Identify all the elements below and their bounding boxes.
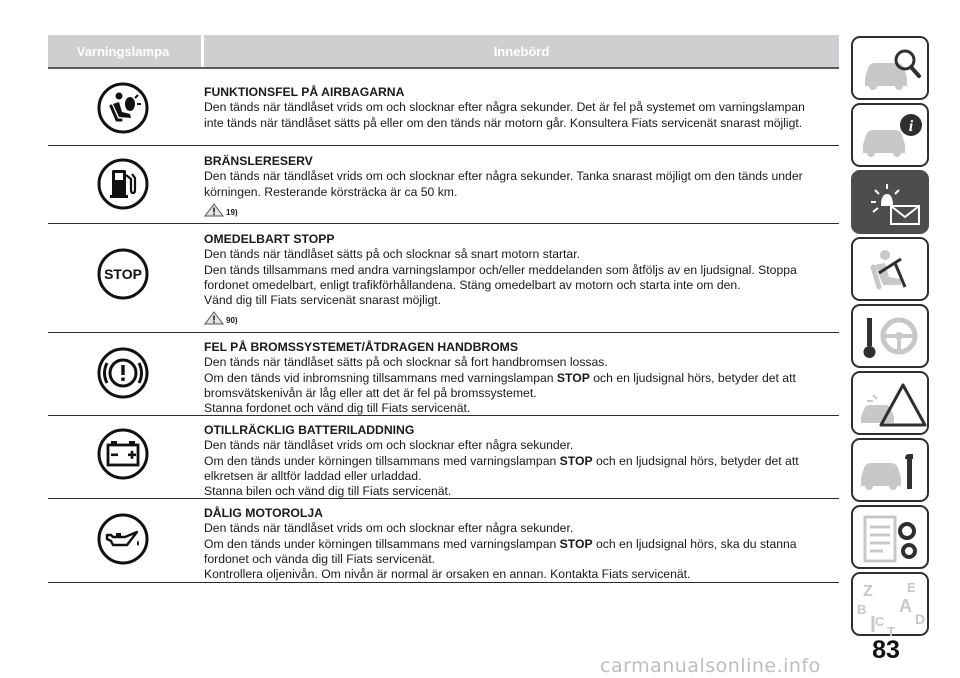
spec-gear-icon <box>853 507 931 571</box>
row-title: FEL PÅ BROMSSYSTEMET/ÅTDRAGEN HANDBROMS <box>204 340 518 354</box>
warning-triangle-icon <box>204 203 224 217</box>
tab-emergency[interactable] <box>851 371 929 435</box>
steering-key-icon <box>853 306 931 370</box>
stop-icon <box>48 248 198 300</box>
car-search-icon <box>853 38 931 102</box>
table-row <box>48 146 839 224</box>
seat-airbag-icon <box>853 239 931 303</box>
row-text: Om den tänds vid inbromsning tillsammans med varningslampan STOP och en ljudsignal hörs, betyder det att <box>204 370 796 385</box>
table-row <box>48 499 839 583</box>
page-number: 83 <box>872 636 900 664</box>
row-title: DÅLIG MOTOROLJA <box>204 506 323 520</box>
car-info-icon <box>853 105 931 169</box>
svg-text:T: T <box>887 624 895 638</box>
row-title: OTILLRÄCKLIG BATTERILADDNING <box>204 423 415 437</box>
row-title: FUNKTIONSFEL PÅ AIRBAGARNA <box>204 85 405 99</box>
tab-warning-lights[interactable] <box>851 170 929 234</box>
table-row <box>48 416 839 499</box>
table-row <box>48 68 839 146</box>
row-text: Den tänds när tändlåset sätts på och slocknar så snart motorn startar. <box>204 247 580 262</box>
stop-keyword: STOP <box>559 453 593 468</box>
table-row <box>48 333 839 416</box>
tab-car-search[interactable] <box>851 36 929 100</box>
stop-keyword: STOP <box>556 370 590 385</box>
alphabet-index-icon <box>853 574 931 638</box>
warning-light-message-icon <box>853 172 931 236</box>
row-text: Den tänds när tändlåset sätts på och slocknar så fort handbromsen lossas. <box>204 355 608 370</box>
row-text: körningen. Resterande körsträcka är ca 50 km. <box>204 184 458 199</box>
tab-safety[interactable] <box>851 237 929 301</box>
row-text: Stanna bilen och vänd dig till Fiats servicenät. <box>204 484 452 499</box>
row-text: Den tänds när tändlåset vrids om och slocknar efter några sekunder. <box>204 521 574 536</box>
row-text: fordonet och vända dig till Fiats servicenät. <box>204 551 436 566</box>
tab-index[interactable] <box>851 572 929 636</box>
row-text: Vänd dig till Fiats servicenät snarast möjligt. <box>204 293 442 308</box>
row-text: Den tänds när tändlåset vrids om och slocknar efter några sekunder. Tanka snarast möjligt om den tänds under <box>204 169 803 184</box>
table-row <box>48 224 839 333</box>
airbag-fault-icon <box>48 82 198 134</box>
tab-car-info[interactable] <box>851 103 929 167</box>
fuel-pump-icon <box>48 158 198 210</box>
warning-reference: 90) <box>226 316 238 326</box>
brake-warning-icon <box>48 347 198 399</box>
row-text: Den tänds tillsammans med andra varningslampor och/eller meddelanden som åtföljs av en ljudsignal. Stoppa <box>204 262 797 277</box>
svg-text:B: B <box>857 602 867 617</box>
svg-text:C: C <box>875 614 885 629</box>
svg-text:D: D <box>915 611 926 627</box>
stop-icon-label: STOP <box>104 266 142 282</box>
header-warning-light: Varningslampa <box>76 44 170 59</box>
row-text: bromsvätskenivån är låg eller att det är fel på bromssystemet. <box>204 385 537 400</box>
warning-reference: 19) <box>226 207 238 217</box>
tab-technical-data[interactable] <box>851 505 929 569</box>
tab-maintenance[interactable] <box>851 438 929 502</box>
row-text: Kontrollera oljenivån. Om nivån är normal är orsaken en annan. Kontakta Fiats servicenät. <box>204 567 691 582</box>
row-text: Den tänds när tändlåset vrids om och slocknar efter några sekunder. Det är fel på systemet om varningslampan <box>204 100 805 115</box>
car-wrench-icon <box>853 440 931 504</box>
svg-text:E: E <box>907 580 916 595</box>
car-triangle-icon <box>853 373 931 437</box>
oil-can-icon <box>48 513 198 565</box>
header-meaning: Innebörd <box>493 44 550 59</box>
row-text: fordonet omedelbart, enligt trafikförhållandena. Stäng omedelbart av motorn och starta inte om den. <box>204 277 741 292</box>
svg-text:i: i <box>908 118 914 135</box>
watermark: carmanualsonline.info <box>600 655 821 677</box>
row-text: elkretsen är alltför laddad eller urladdad. <box>204 468 422 483</box>
row-text: Om den tänds under körningen tillsammans med varningslampan STOP och en ljudsignal hörs, ska du stanna <box>204 536 797 551</box>
warning-triangle-icon <box>204 311 224 325</box>
row-text: Den tänds när tändlåset vrids om och slocknar efter några sekunder. <box>204 438 574 453</box>
row-title: OMEDELBART STOPP <box>204 232 335 246</box>
table-header <box>48 35 839 69</box>
row-text: Om den tänds under körningen tillsammans med varningslampan STOP och en ljudsignal hörs, betyder det att <box>204 453 799 468</box>
row-title: BRÄNSLERESERV <box>204 154 313 168</box>
stop-keyword: STOP <box>559 536 593 551</box>
svg-text:A: A <box>899 596 912 616</box>
row-text: Stanna fordonet och vänd dig till Fiats servicenät. <box>204 401 471 416</box>
row-text: inte tänds när tändlåset sätts på eller om den tänds när motorn går. Konsultera Fiats servicenät snarast möjligt. <box>204 115 803 130</box>
battery-icon <box>48 428 198 480</box>
svg-text:Z: Z <box>863 583 873 600</box>
tab-starting-driving[interactable] <box>851 304 929 368</box>
